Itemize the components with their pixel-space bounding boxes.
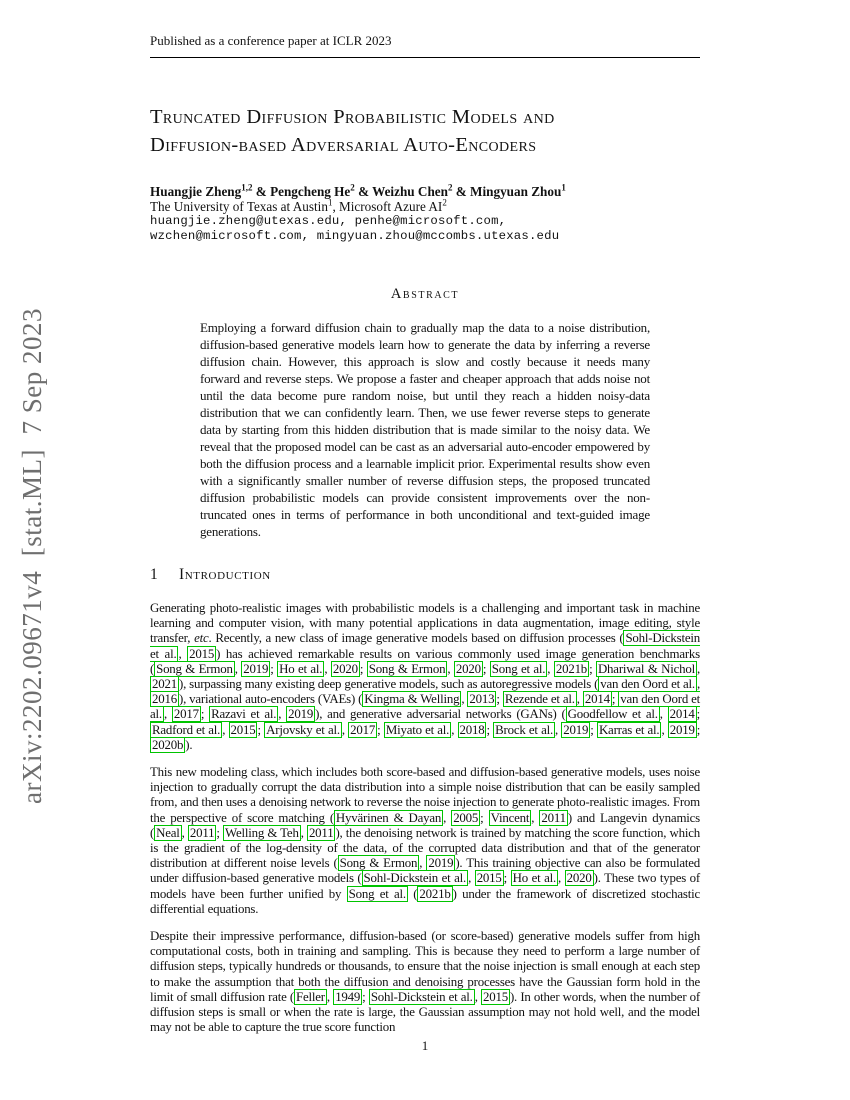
citation-link[interactable]: 2015 — [482, 989, 508, 1004]
author-names: Huangjie Zheng$^{1,2}$ & Pengcheng He$^2$ & Weizhu Chen$^2$ & Mingyuan Zhou$^1$ — [150, 182, 566, 199]
citation-link[interactable]: 2021 — [152, 677, 177, 692]
citation-link[interactable]: Razavi et al. — [211, 707, 277, 722]
citation-link[interactable]: 2019 — [428, 856, 454, 871]
citation-link[interactable]: 2005 — [453, 810, 479, 825]
citation-link[interactable]: Sohl-Dickstein et al. — [150, 631, 700, 661]
citation-link[interactable]: Sohl-Dickstein et al. — [363, 871, 467, 886]
citation-link[interactable]: 2017 — [350, 722, 376, 737]
citation-link[interactable]: 2014 — [669, 707, 695, 722]
citation-link[interactable]: 2019 — [669, 722, 695, 737]
citation-link[interactable]: 2017 — [173, 707, 199, 722]
citation-link[interactable]: 2014 — [584, 692, 610, 707]
citation-link[interactable]: 2011 — [308, 825, 334, 840]
citation-link[interactable]: Song et al. — [491, 661, 546, 676]
paper-title — [150, 103, 700, 159]
citation-link[interactable]: 2019 — [288, 707, 314, 722]
citation-link[interactable]: 2019 — [563, 722, 589, 737]
citation-link[interactable]: van den Oord et al. — [600, 677, 695, 692]
author-emails-line1: huangjie.zheng@utexas.edu, penhe@microsoft.com, — [150, 214, 507, 228]
citation-link[interactable]: Song & Ermon — [156, 661, 233, 676]
citation-link[interactable]: Song & Ermon — [339, 856, 418, 871]
running-header: Published as a conference paper at ICLR 2023 — [150, 33, 700, 58]
superscript: 2 — [442, 197, 447, 208]
section-number: 1 — [150, 566, 158, 583]
main-column — [150, 33, 700, 1047]
page-number: 1 — [421, 1038, 429, 1053]
citation-link[interactable]: Dhariwal & Nichol — [597, 661, 696, 676]
abstract-heading: Abstract — [390, 286, 460, 302]
citation-link[interactable]: Ho et al. — [279, 661, 323, 676]
citation-link[interactable]: 2016 — [152, 692, 177, 707]
citation-link[interactable]: 2015 — [189, 646, 215, 661]
citation-link[interactable]: Rezende et al. — [504, 692, 575, 707]
citation-link[interactable]: Ho et al. — [512, 871, 557, 886]
citation-link[interactable]: 2018 — [459, 722, 485, 737]
citation-link[interactable]: Kingma & Welling — [364, 692, 460, 707]
citation-link[interactable]: Neal — [156, 825, 180, 840]
citation-link[interactable]: Song & Ermon — [368, 661, 446, 676]
intro-paragraph-1: Generating photo-realistic images with probabilistic models is a challenging and important task in machine learning and computer vision, with many potential applications in data augmentation, image editing, style transfer, etc. Recently, a new class of image generative models based on diffusion processes ( Sohl-Dickstein et al. , 2015 ) has achieved remarkable results on various commonly used image generation benchmarks ( Song & Ermon , 2019 ; Ho et al. , 2020 ; Song & Ermon , 2020 ; Song et al. , 2021b ; Dhariwal & Nichol , 2021 ), surpassing many existing deep generative models, such as autoregressive models ( van den Oord et al. , 2016 ), variational auto-encoders (VAEs) ( Kingma & Welling , 2013 ; Rezende et al. , 2014 ; van den Oord et al. , 2017 ; Razavi et al. , 2019 ), and generative adversarial networks (GANs) ( Goodfellow et al. , 2014 ; Radford et al. , 2015 ; Arjovsky et al. , 2017 ; Miyato et al. , 2018 ; Brock et al. , 2019 ; Karras et al. , 2019 ; 2020b ). — [150, 601, 701, 752]
citation-link[interactable]: Goodfellow et al. — [567, 707, 658, 722]
authors-block — [150, 184, 700, 244]
section-title: Introduction — [179, 566, 271, 583]
author-emails-line2: wzchen@microsoft.com, mingyuan.zhou@mccombs.utexas.edu — [150, 229, 560, 243]
italic-text: etc — [194, 631, 209, 646]
citation-link[interactable]: 2015 — [230, 722, 256, 737]
citation-link[interactable]: 2021b — [419, 886, 451, 901]
citation-link[interactable]: Welling & Teh — [225, 825, 299, 840]
citation-link[interactable]: Radford et al. — [152, 722, 221, 737]
citation-link[interactable]: Vincent — [490, 810, 530, 825]
citation-link[interactable]: 2015 — [476, 871, 502, 886]
citation-link[interactable]: 2020b — [152, 737, 184, 752]
citation-link[interactable]: 2011 — [541, 810, 566, 825]
citation-link[interactable]: Hyvärinen & Dayan — [335, 810, 442, 825]
citation-link[interactable]: 2011 — [189, 825, 215, 840]
citation-link[interactable]: van den Oord et al. — [150, 692, 701, 722]
arxiv-watermark: arXiv:2202.09671v4 [stat.ML] 7 Sep 2023 — [17, 308, 47, 804]
superscript: 2 — [350, 182, 355, 193]
abstract-text: Employing a forward diffusion chain to gradually map the data to a noise distribution, diffusion-based generative models learn how to generate the data by inferring a reverse diffusion chain. However, this approach is slow and costly because it needs many forward and reverse steps. We propose a faster and cheaper approach that adds noise not until the data become pure random noise, but until they reach a hidden noisy-data distribution that we can confidently learn. Then, we use fewer reverse steps to generate data by starting from this hidden distribution that is made similar to the noisy data. We reveal that the proposed model can be cast as an adversarial auto-encoder empowered by both the diffusion process and a learnable implicit prior. Experimental results show even with a significantly smaller number of reverse diffusion steps, the proposed truncated diffusion probabilistic models can provide consistent improvements over the non-truncated ones in terms of performance in both unconditional and text-guided image generations. — [200, 320, 650, 539]
paper-title-line2: Diffusion-based Adversarial Auto-Encoders — [150, 134, 537, 156]
intro-paragraph-3: Despite their impressive performance, diffusion-based (or score-based) generative models suffer from high computational costs, both in training and sampling. This is because they need to perform a large number of diffusion steps, typically hundreds or thousands, to ensure that the noise injection is small enough at each step to make the assumption that both the diffusion and denoising processes have the Gaussian form hold in the limit of small diffusion rate ( Feller , 1949 ; Sohl-Dickstein et al. , 2015 ). In other words, when the number of diffusion steps is small or when the rate is large, the Gaussian assumption may not hold well, and the model may not be able to capture the true score function — [150, 929, 701, 1035]
superscript: 2 — [447, 182, 453, 193]
citation-link[interactable]: Song et al. — [348, 886, 406, 901]
intro-paragraph-2: This new modeling class, which includes both score-based and diffusion-based generative models, uses noise injection to gradually corrupt the data distribution into a simple noise distribution that can be easily sampled from, and then uses a denoising network to reverse the noise injection to generate photo-realistic images. From the perspective of score matching ( Hyvärinen & Dayan , 2005 ; Vincent , 2011 ) and Langevin dynamics ( Neal , 2011 ; Welling & Teh , 2011 ), the denoising network is trained by matching the score function, which is the gradient of the log-density of the data, of the corrupted data distribution and that of the generator distribution at different noise levels ( Song & Ermon , 2019 ). This training objective can also be formulated under diffusion-based generative models ( Sohl-Dickstein et al. , 2015 ; Ho et al. , 2020 ). These two types of models have been further unified by Song et al. ( 2021b ) under the framework of discretized stochastic differential equations. — [150, 765, 701, 916]
superscript: 1 — [561, 182, 566, 193]
citation-link[interactable]: 2021b — [555, 661, 588, 676]
citation-link[interactable]: Miyato et al. — [385, 722, 450, 737]
citation-link[interactable]: Sohl-Dickstein et al. — [370, 989, 473, 1004]
citation-link[interactable]: 1949 — [335, 989, 361, 1004]
affiliation-line: The University of Texas at Austin$^1$, Microsoft Azure $AI^2$ — [150, 197, 447, 214]
citation-link[interactable]: 2020 — [332, 661, 358, 676]
citation-link[interactable]: 2019 — [243, 661, 269, 676]
superscript: 1 — [327, 197, 333, 208]
citation-link[interactable]: Feller — [296, 989, 325, 1004]
citation-link[interactable]: Karras et al. — [598, 722, 660, 737]
citation-link[interactable]: 2013 — [469, 692, 495, 707]
section-1-heading — [150, 566, 700, 584]
citation-link[interactable]: Arjovsky et al. — [266, 722, 340, 737]
citation-link[interactable]: Brock et al. — [495, 722, 553, 737]
superscript: 1,2 — [241, 182, 253, 193]
paper-title-line1: Truncated Diffusion Probabilistic Models and — [150, 106, 555, 128]
citation-link[interactable]: 2020 — [455, 661, 481, 676]
citation-link[interactable]: 2020 — [566, 871, 592, 886]
